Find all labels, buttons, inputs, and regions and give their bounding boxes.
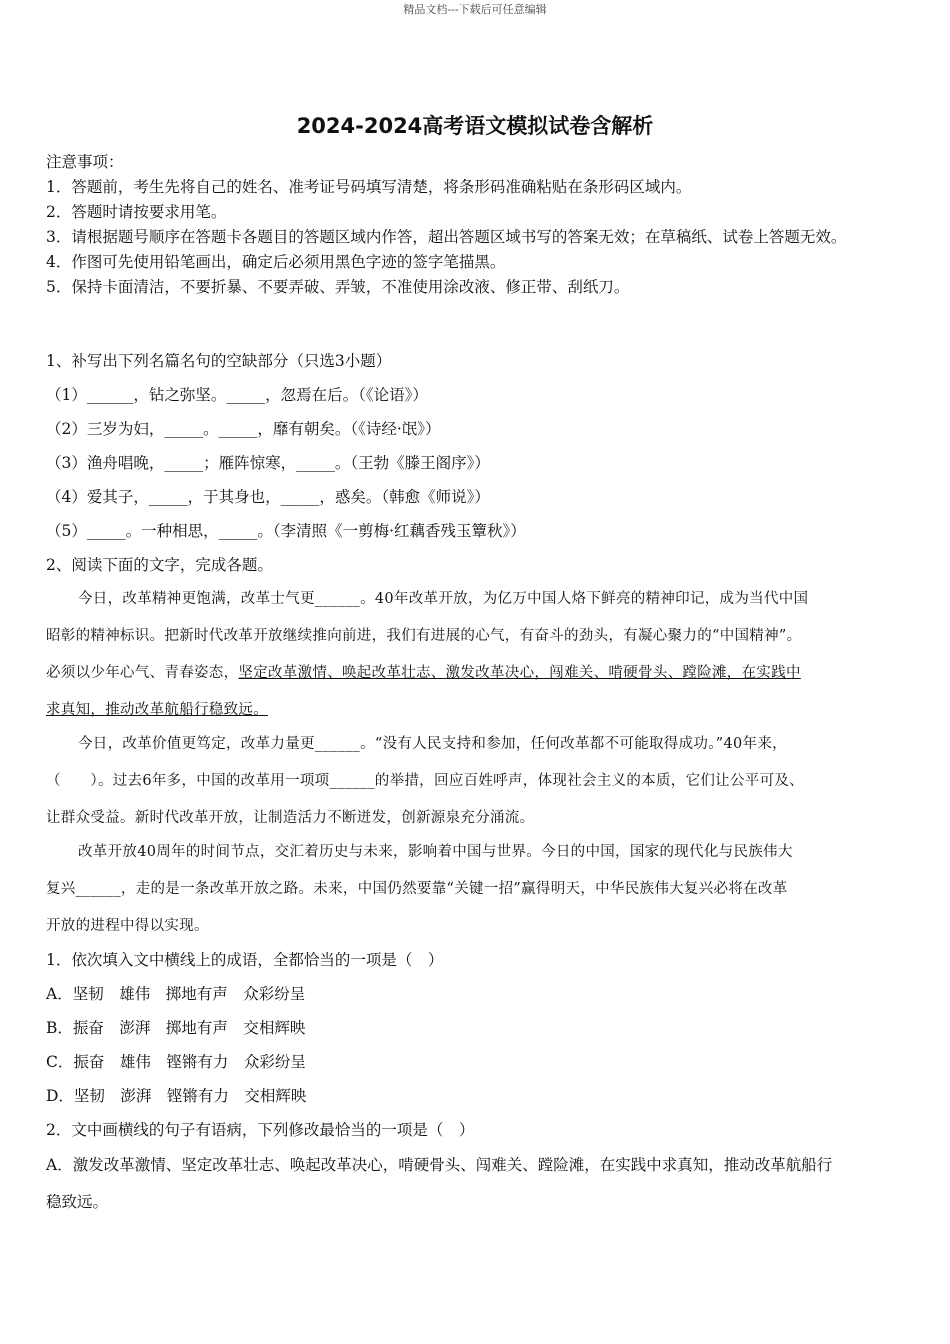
passage-line: 今日，改革精神更饱满，改革士气更______。40年改革开放，为亿万中国人烙下鲜亮的精神印记，成为当代中国: [78, 591, 809, 607]
subquestion-2-stem: 2．文中画横线的句子有语病，下列修改最恰当的一项是（ ）: [46, 1121, 475, 1139]
passage-line: （ ）。过去6年多，中国的改革用一项项______的举措，回应百姓呼声，体现社会主义的本质，它们让公平可及、: [46, 773, 804, 789]
underlined-sentence: 求真知，推动改革航船行稳致远。: [46, 702, 268, 718]
passage-line: 改革开放40周年的时间节点，交汇着历史与未来，影响着中国与世界。今日的中国，国家的现代化与民族伟大: [78, 844, 793, 860]
option-a: A．坚韧 雄伟 掷地有声 众彩纷呈: [46, 985, 306, 1003]
passage-line: 今日，改革价值更笃定，改革力量更______。“没有人民支持和参加，任何改革都不可能取得成功。”40年来，: [78, 736, 787, 752]
option-a: A．激发改革激情、坚定改革壮志、唤起改革决心，啃硬骨头、闯难关、蹚险滩，在实践中求真知，推动改革航船行: [46, 1156, 833, 1174]
passage-line: 昭彰的精神标识。把新时代改革开放继续推向前进，我们有进展的心气，有奋斗的劲头，有凝心聚力的“中国精神”。: [46, 628, 802, 644]
question-2-stem: 2、阅读下面的文字，完成各题。: [46, 556, 273, 574]
passage-line: 让群众受益。新时代改革开放，让制造活力不断迸发，创新源泉充分涌流。: [46, 810, 535, 826]
question-1-item: （3）渔舟唱晚，_____；雁阵惊寒，_____。（王勃《滕王阁序》）: [46, 454, 490, 472]
question-1-item: （1）______，钻之弥坚。_____，忽焉在后。（《论语》）: [46, 386, 428, 404]
notice-item: 5．保持卡面清洁，不要折暴、不要弄破、弄皱，不准使用涂改液、修正带、刮纸刀。: [46, 278, 630, 296]
passage-line: [46, 700, 268, 720]
question-1-item: （5）_____。一种相思，_____。（李清照《一剪梅·红藕香残玉簟秋》）: [46, 522, 526, 540]
option-a-continued: 稳致远。: [46, 1193, 109, 1211]
question-1-item: （2）三岁为妇，_____。_____，靡有朝矣。（《诗经·氓》）: [46, 420, 441, 438]
notice-item: 4．作图可先使用铅笔画出，确定后必须用黑色字迹的签字笔描黑。: [46, 253, 506, 271]
subquestion-1-stem: 1．依次填入文中横线上的成语，全都恰当的一项是（ ）: [46, 951, 444, 969]
page-title: 2024-2024高考语文模拟试卷含解析: [296, 114, 654, 138]
passage-line: [46, 663, 801, 683]
notice-item: 3．请根据题号顺序在答题卡各题目的答题区域内作答，超出答题区域书写的答案无效；在草稿纸、试卷上答题无效。: [46, 228, 847, 246]
option-d: D．坚韧 澎湃 铿锵有力 交相辉映: [46, 1087, 307, 1105]
passage-line: 复兴______，走的是一条改革开放之路。未来，中国仍然要靠“关键一招”赢得明天，中华民族伟大复兴必将在改革: [46, 881, 788, 897]
notice-item: 2．答题时请按要求用笔。: [46, 203, 227, 221]
option-b: B．振奋 澎湃 掷地有声 交相辉映: [46, 1019, 306, 1037]
question-1-item: （4）爱其子，_____，于其身也，_____，惑矣。（韩愈《师说》）: [46, 488, 490, 506]
passage-text: 必须以少年心气、青春姿态，: [46, 665, 239, 681]
option-c: C．振奋 雄伟 铿锵有力 众彩纷呈: [46, 1053, 306, 1071]
passage-line: 开放的进程中得以实现。: [46, 918, 209, 934]
notice-item: 1．答题前，考生先将自己的姓名、准考证号码填写清楚，将条形码准确粘贴在条形码区域内。: [46, 178, 692, 196]
question-1-stem: 1、补写出下列名篇名句的空缺部分（只选3小题）: [46, 352, 392, 370]
page-header: 精品文档---下载后可任意编辑: [403, 3, 547, 16]
notice-heading: 注意事项：: [46, 153, 124, 171]
underlined-sentence: 坚定改革激情、唤起改革壮志、激发改革决心，闯难关、啃硬骨头、蹚险滩，在实践中: [238, 665, 801, 681]
